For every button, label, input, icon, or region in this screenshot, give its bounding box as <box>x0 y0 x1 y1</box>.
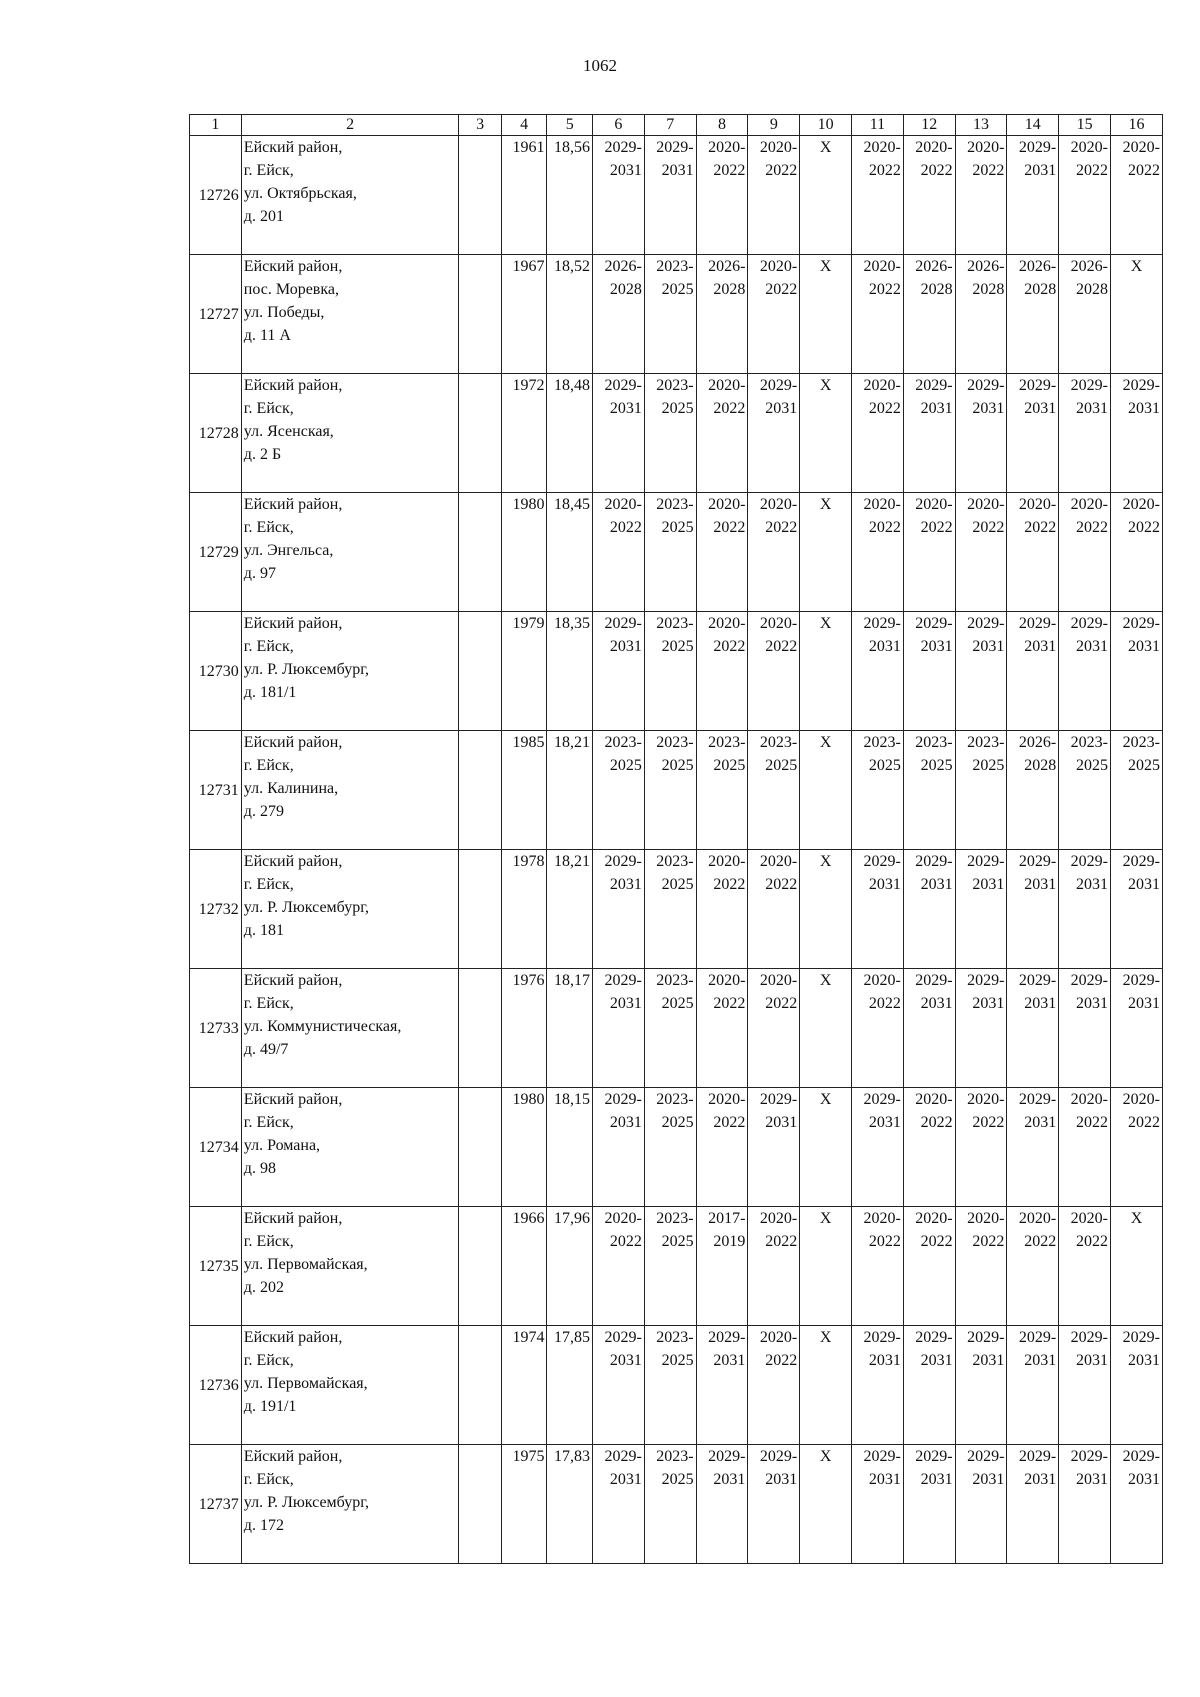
period-cell-col-11: 2020- 2022 <box>852 493 904 612</box>
column-header-8: 8 <box>696 115 748 136</box>
period-cell-col-10: X <box>800 850 852 969</box>
value-cell: 18,45 <box>547 493 593 612</box>
column-3-cell <box>459 1207 501 1326</box>
table-row <box>190 255 1163 374</box>
period-cell-col-12: 2020- 2022 <box>903 493 955 612</box>
period-cell-col-9: 2020- 2022 <box>748 493 800 612</box>
address-line: Ейский район, <box>243 258 343 275</box>
column-3-cell <box>459 731 501 850</box>
address-line: г. Ейск, <box>243 1233 294 1250</box>
address-line: д. 201 <box>243 208 284 225</box>
value-cell: 18,56 <box>547 136 593 255</box>
address-line: г. Ейск, <box>243 757 294 774</box>
address-cell <box>241 1445 459 1564</box>
address-line: д. 98 <box>243 1160 276 1177</box>
period-cell-col-7: 2023- 2025 <box>644 1326 696 1445</box>
period-cell-col-13: 2026- 2028 <box>955 255 1007 374</box>
period-cell-col-6: 2026- 2028 <box>593 255 645 374</box>
table-row <box>190 1207 1163 1326</box>
period-cell-col-10: X <box>800 1207 852 1326</box>
period-cell-col-16: X <box>1111 255 1163 374</box>
period-cell-col-6: 2029- 2031 <box>593 1088 645 1207</box>
period-cell-col-9: 2020- 2022 <box>748 612 800 731</box>
period-cell-col-8: 2020- 2022 <box>696 493 748 612</box>
page-number: 1062 <box>583 56 617 75</box>
period-cell-col-10: X <box>800 493 852 612</box>
period-cell-col-15: 2020- 2022 <box>1059 1088 1111 1207</box>
address-line: ул. Энгельса, <box>243 542 334 559</box>
period-cell-col-7: 2023- 2025 <box>644 493 696 612</box>
record-id: 12730 <box>190 612 242 731</box>
period-cell-col-8: 2020- 2022 <box>696 969 748 1088</box>
value-cell: 17,83 <box>547 1445 593 1564</box>
address-line: ул. Р. Люксембург, <box>243 661 369 678</box>
period-cell-col-11: 2020- 2022 <box>852 969 904 1088</box>
value-cell: 18,48 <box>547 374 593 493</box>
period-cell-col-13: 2029- 2031 <box>955 1445 1007 1564</box>
period-cell-col-7: 2023- 2025 <box>644 1088 696 1207</box>
period-cell-col-7: 2023- 2025 <box>644 969 696 1088</box>
address-line: Ейский район, <box>243 1329 343 1346</box>
column-header-2: 2 <box>241 115 459 136</box>
period-cell-col-9: 2020- 2022 <box>748 136 800 255</box>
record-id: 12737 <box>190 1445 242 1564</box>
year-cell: 1976 <box>501 969 547 1088</box>
register-table <box>189 114 1163 1564</box>
address-line: г. Ейск, <box>243 995 294 1012</box>
period-cell-col-6: 2023- 2025 <box>593 731 645 850</box>
address-cell <box>241 136 459 255</box>
period-cell-col-6: 2029- 2031 <box>593 1445 645 1564</box>
address-line: ул. Первомайская, <box>243 1256 368 1273</box>
address-line: г. Ейск, <box>243 162 294 179</box>
year-cell: 1974 <box>501 1326 547 1445</box>
period-cell-col-8: 2029- 2031 <box>696 1445 748 1564</box>
period-cell-col-10: X <box>800 374 852 493</box>
period-cell-col-15: 2020- 2022 <box>1059 136 1111 255</box>
table-row <box>190 850 1163 969</box>
period-cell-col-8: 2020- 2022 <box>696 612 748 731</box>
record-id: 12726 <box>190 136 242 255</box>
address-line: Ейский район, <box>243 496 343 513</box>
column-header-11: 11 <box>852 115 904 136</box>
period-cell-col-10: X <box>800 255 852 374</box>
address-line: г. Ейск, <box>243 1352 294 1369</box>
address-line: г. Ейск, <box>243 638 294 655</box>
period-cell-col-8: 2029- 2031 <box>696 1326 748 1445</box>
address-cell <box>241 850 459 969</box>
period-cell-col-6: 2029- 2031 <box>593 850 645 969</box>
period-cell-col-13: 2023- 2025 <box>955 731 1007 850</box>
address-line: г. Ейск, <box>243 519 294 536</box>
column-header-16: 16 <box>1111 115 1163 136</box>
column-3-cell <box>459 1088 501 1207</box>
period-cell-col-16: 2029- 2031 <box>1111 969 1163 1088</box>
address-cell <box>241 255 459 374</box>
record-id: 12735 <box>190 1207 242 1326</box>
period-cell-col-6: 2020- 2022 <box>593 493 645 612</box>
year-cell: 1980 <box>501 493 547 612</box>
address-line: д. 202 <box>243 1279 284 1296</box>
column-3-cell <box>459 612 501 731</box>
period-cell-col-8: 2020- 2022 <box>696 374 748 493</box>
column-header-1: 1 <box>190 115 242 136</box>
period-cell-col-16: 2020- 2022 <box>1111 136 1163 255</box>
table-row <box>190 731 1163 850</box>
value-cell: 18,35 <box>547 612 593 731</box>
address-line: г. Ейск, <box>243 400 294 417</box>
column-header-12: 12 <box>903 115 955 136</box>
year-cell: 1972 <box>501 374 547 493</box>
period-cell-col-16: 2020- 2022 <box>1111 493 1163 612</box>
period-cell-col-8: 2023- 2025 <box>696 731 748 850</box>
column-3-cell <box>459 969 501 1088</box>
period-cell-col-16: 2029- 2031 <box>1111 1445 1163 1564</box>
record-id: 12727 <box>190 255 242 374</box>
address-line: ул. Ясенская, <box>243 423 334 440</box>
address-line: ул. Р. Люксембург, <box>243 1494 369 1511</box>
period-cell-col-13: 2020- 2022 <box>955 493 1007 612</box>
address-line: Ейский район, <box>243 853 343 870</box>
period-cell-col-10: X <box>800 136 852 255</box>
address-cell <box>241 493 459 612</box>
value-cell: 18,21 <box>547 850 593 969</box>
address-line: Ейский район, <box>243 1448 343 1465</box>
period-cell-col-8: 2017- 2019 <box>696 1207 748 1326</box>
column-header-9: 9 <box>748 115 800 136</box>
year-cell: 1980 <box>501 1088 547 1207</box>
record-id: 12733 <box>190 969 242 1088</box>
period-cell-col-12: 2029- 2031 <box>903 374 955 493</box>
table-row <box>190 374 1163 493</box>
column-3-cell <box>459 850 501 969</box>
period-cell-col-11: 2029- 2031 <box>852 1445 904 1564</box>
period-cell-col-6: 2029- 2031 <box>593 969 645 1088</box>
address-cell <box>241 731 459 850</box>
table-row <box>190 969 1163 1088</box>
address-cell <box>241 969 459 1088</box>
period-cell-col-12: 2029- 2031 <box>903 969 955 1088</box>
address-cell <box>241 1088 459 1207</box>
period-cell-col-14: 2029- 2031 <box>1007 1088 1059 1207</box>
value-cell: 18,17 <box>547 969 593 1088</box>
period-cell-col-13: 2020- 2022 <box>955 136 1007 255</box>
period-cell-col-15: 2029- 2031 <box>1059 1445 1111 1564</box>
period-cell-col-10: X <box>800 969 852 1088</box>
address-line: д. 172 <box>243 1517 284 1534</box>
period-cell-col-16: 2029- 2031 <box>1111 612 1163 731</box>
period-cell-col-7: 2023- 2025 <box>644 731 696 850</box>
table-row <box>190 136 1163 255</box>
address-line: Ейский район, <box>243 972 343 989</box>
column-3-cell <box>459 374 501 493</box>
address-line: Ейский район, <box>243 377 343 394</box>
table-row <box>190 1088 1163 1207</box>
period-cell-col-13: 2029- 2031 <box>955 612 1007 731</box>
column-3-cell <box>459 1445 501 1564</box>
record-id: 12734 <box>190 1088 242 1207</box>
period-cell-col-16: 2023- 2025 <box>1111 731 1163 850</box>
record-id: 12732 <box>190 850 242 969</box>
address-line: г. Ейск, <box>243 876 294 893</box>
period-cell-col-16: 2029- 2031 <box>1111 1326 1163 1445</box>
address-line: д. 191/1 <box>243 1398 297 1415</box>
address-line: ул. Октябрьская, <box>243 185 357 202</box>
column-header-13: 13 <box>955 115 1007 136</box>
table-body <box>190 115 1163 1564</box>
address-cell <box>241 1326 459 1445</box>
address-cell <box>241 1207 459 1326</box>
address-line: д. 279 <box>243 803 284 820</box>
period-cell-col-11: 2020- 2022 <box>852 374 904 493</box>
column-header-10: 10 <box>800 115 852 136</box>
table-row <box>190 612 1163 731</box>
period-cell-col-12: 2029- 2031 <box>903 1445 955 1564</box>
address-line: д. 49/7 <box>243 1041 289 1058</box>
period-cell-col-16: 2020- 2022 <box>1111 1088 1163 1207</box>
value-cell: 17,85 <box>547 1326 593 1445</box>
address-line: д. 2 Б <box>243 446 282 463</box>
period-cell-col-12: 2026- 2028 <box>903 255 955 374</box>
period-cell-col-9: 2020- 2022 <box>748 255 800 374</box>
address-line: д. 11 А <box>243 327 291 344</box>
period-cell-col-13: 2020- 2022 <box>955 1088 1007 1207</box>
period-cell-col-6: 2029- 2031 <box>593 1326 645 1445</box>
year-cell: 1967 <box>501 255 547 374</box>
period-cell-col-10: X <box>800 1326 852 1445</box>
period-cell-col-10: X <box>800 731 852 850</box>
period-cell-col-13: 2029- 2031 <box>955 850 1007 969</box>
period-cell-col-15: 2029- 2031 <box>1059 612 1111 731</box>
address-line: ул. Р. Люксембург, <box>243 899 369 916</box>
period-cell-col-15: 2029- 2031 <box>1059 850 1111 969</box>
period-cell-col-15: 2020- 2022 <box>1059 493 1111 612</box>
period-cell-col-12: 2020- 2022 <box>903 1207 955 1326</box>
period-cell-col-7: 2023- 2025 <box>644 255 696 374</box>
period-cell-col-14: 2020- 2022 <box>1007 1207 1059 1326</box>
year-cell: 1978 <box>501 850 547 969</box>
period-cell-col-9: 2020- 2022 <box>748 1326 800 1445</box>
period-cell-col-14: 2020- 2022 <box>1007 493 1059 612</box>
period-cell-col-14: 2029- 2031 <box>1007 850 1059 969</box>
period-cell-col-16: 2029- 2031 <box>1111 374 1163 493</box>
address-line: г. Ейск, <box>243 1114 294 1131</box>
period-cell-col-11: 2029- 2031 <box>852 612 904 731</box>
year-cell: 1979 <box>501 612 547 731</box>
address-cell <box>241 612 459 731</box>
address-line: ул. Калинина, <box>243 780 339 797</box>
address-line: Ейский район, <box>243 139 343 156</box>
period-cell-col-14: 2029- 2031 <box>1007 1326 1059 1445</box>
period-cell-col-11: 2020- 2022 <box>852 255 904 374</box>
period-cell-col-9: 2020- 2022 <box>748 969 800 1088</box>
column-3-cell <box>459 136 501 255</box>
period-cell-col-11: 2020- 2022 <box>852 136 904 255</box>
period-cell-col-8: 2020- 2022 <box>696 1088 748 1207</box>
period-cell-col-9: 2020- 2022 <box>748 850 800 969</box>
record-id: 12731 <box>190 731 242 850</box>
period-cell-col-7: 2023- 2025 <box>644 850 696 969</box>
year-cell: 1966 <box>501 1207 547 1326</box>
period-cell-col-7: 2023- 2025 <box>644 612 696 731</box>
period-cell-col-15: 2020- 2022 <box>1059 1207 1111 1326</box>
period-cell-col-12: 2029- 2031 <box>903 1326 955 1445</box>
period-cell-col-14: 2029- 2031 <box>1007 969 1059 1088</box>
period-cell-col-9: 2029- 2031 <box>748 1445 800 1564</box>
period-cell-col-14: 2026- 2028 <box>1007 731 1059 850</box>
column-3-cell <box>459 493 501 612</box>
address-line: д. 181/1 <box>243 684 297 701</box>
period-cell-col-11: 2029- 2031 <box>852 1088 904 1207</box>
period-cell-col-11: 2023- 2025 <box>852 731 904 850</box>
record-id: 12729 <box>190 493 242 612</box>
column-3-cell <box>459 255 501 374</box>
table-row <box>190 1445 1163 1564</box>
record-id: 12728 <box>190 374 242 493</box>
period-cell-col-15: 2029- 2031 <box>1059 969 1111 1088</box>
period-cell-col-13: 2029- 2031 <box>955 374 1007 493</box>
period-cell-col-10: X <box>800 1088 852 1207</box>
address-line: пос. Моревка, <box>243 281 339 298</box>
period-cell-col-15: 2029- 2031 <box>1059 374 1111 493</box>
period-cell-col-14: 2029- 2031 <box>1007 612 1059 731</box>
period-cell-col-15: 2029- 2031 <box>1059 1326 1111 1445</box>
period-cell-col-7: 2029- 2031 <box>644 136 696 255</box>
address-cell <box>241 374 459 493</box>
period-cell-col-12: 2023- 2025 <box>903 731 955 850</box>
year-cell: 1961 <box>501 136 547 255</box>
value-cell: 17,96 <box>547 1207 593 1326</box>
period-cell-col-13: 2020- 2022 <box>955 1207 1007 1326</box>
period-cell-col-14: 2029- 2031 <box>1007 374 1059 493</box>
value-cell: 18,21 <box>547 731 593 850</box>
column-header-4: 4 <box>501 115 547 136</box>
period-cell-col-12: 2020- 2022 <box>903 1088 955 1207</box>
period-cell-col-9: 2023- 2025 <box>748 731 800 850</box>
period-cell-col-14: 2026- 2028 <box>1007 255 1059 374</box>
period-cell-col-16: 2029- 2031 <box>1111 850 1163 969</box>
table-row <box>190 1326 1163 1445</box>
period-cell-col-11: 2029- 2031 <box>852 850 904 969</box>
period-cell-col-15: 2026- 2028 <box>1059 255 1111 374</box>
column-3-cell <box>459 1326 501 1445</box>
period-cell-col-8: 2026- 2028 <box>696 255 748 374</box>
period-cell-col-12: 2020- 2022 <box>903 136 955 255</box>
table-row <box>190 493 1163 612</box>
period-cell-col-6: 2029- 2031 <box>593 374 645 493</box>
address-line: г. Ейск, <box>243 1471 294 1488</box>
period-cell-col-6: 2029- 2031 <box>593 136 645 255</box>
period-cell-col-7: 2023- 2025 <box>644 374 696 493</box>
address-line: ул. Первомайская, <box>243 1375 368 1392</box>
column-header-5: 5 <box>547 115 593 136</box>
column-header-15: 15 <box>1059 115 1111 136</box>
address-line: Ейский район, <box>243 1210 343 1227</box>
period-cell-col-8: 2020- 2022 <box>696 850 748 969</box>
period-cell-col-12: 2029- 2031 <box>903 612 955 731</box>
period-cell-col-13: 2029- 2031 <box>955 969 1007 1088</box>
period-cell-col-7: 2023- 2025 <box>644 1207 696 1326</box>
year-cell: 1985 <box>501 731 547 850</box>
value-cell: 18,15 <box>547 1088 593 1207</box>
address-line: д. 97 <box>243 565 276 582</box>
value-cell: 18,52 <box>547 255 593 374</box>
period-cell-col-6: 2020- 2022 <box>593 1207 645 1326</box>
period-cell-col-6: 2029- 2031 <box>593 612 645 731</box>
header-row <box>190 115 1163 136</box>
period-cell-col-13: 2029- 2031 <box>955 1326 1007 1445</box>
year-cell: 1975 <box>501 1445 547 1564</box>
period-cell-col-11: 2029- 2031 <box>852 1326 904 1445</box>
column-header-3: 3 <box>459 115 501 136</box>
column-header-6: 6 <box>593 115 645 136</box>
period-cell-col-12: 2029- 2031 <box>903 850 955 969</box>
period-cell-col-14: 2029- 2031 <box>1007 1445 1059 1564</box>
address-line: Ейский район, <box>243 734 343 751</box>
column-header-7: 7 <box>644 115 696 136</box>
period-cell-col-10: X <box>800 1445 852 1564</box>
period-cell-col-9: 2029- 2031 <box>748 374 800 493</box>
address-line: Ейский район, <box>243 615 343 632</box>
address-line: д. 181 <box>243 922 284 939</box>
address-line: ул. Победы, <box>243 304 325 321</box>
period-cell-col-10: X <box>800 612 852 731</box>
period-cell-col-8: 2020- 2022 <box>696 136 748 255</box>
record-id: 12736 <box>190 1326 242 1445</box>
period-cell-col-15: 2023- 2025 <box>1059 731 1111 850</box>
period-cell-col-7: 2023- 2025 <box>644 1445 696 1564</box>
address-line: ул. Коммунистическая, <box>243 1018 402 1035</box>
address-line: Ейский район, <box>243 1091 343 1108</box>
address-line: ул. Романа, <box>243 1137 321 1154</box>
period-cell-col-9: 2029- 2031 <box>748 1088 800 1207</box>
column-header-14: 14 <box>1007 115 1059 136</box>
period-cell-col-9: 2020- 2022 <box>748 1207 800 1326</box>
period-cell-col-14: 2029- 2031 <box>1007 136 1059 255</box>
period-cell-col-11: 2020- 2022 <box>852 1207 904 1326</box>
period-cell-col-16: X <box>1111 1207 1163 1326</box>
